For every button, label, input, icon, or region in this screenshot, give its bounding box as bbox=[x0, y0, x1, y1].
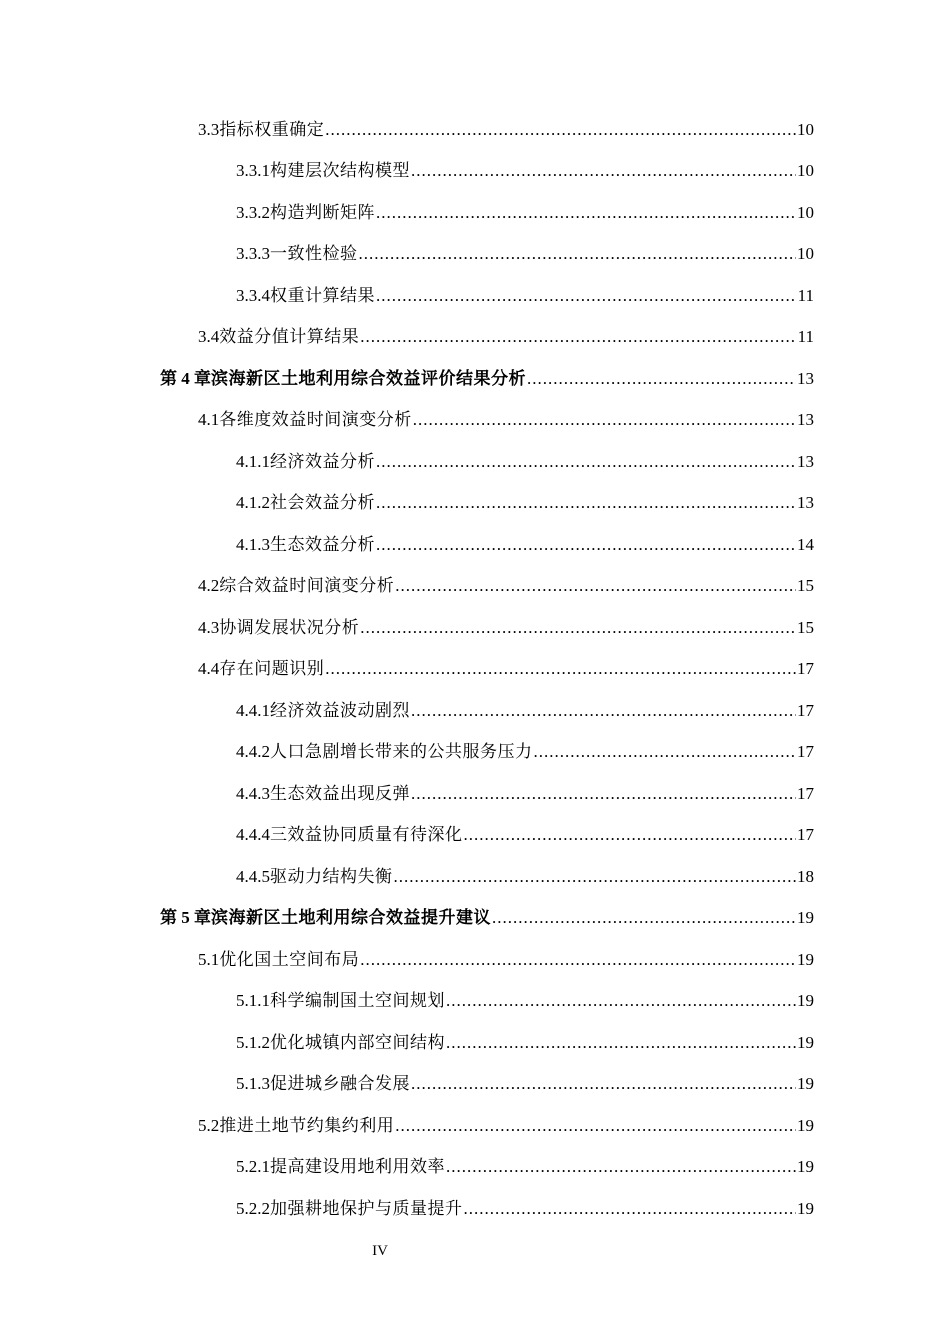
toc-entry-page: 15 bbox=[797, 617, 814, 637]
toc-entry-page: 17 bbox=[797, 783, 814, 803]
toc-entry-page: 10 bbox=[797, 244, 814, 264]
toc-entry-title: 权重计算结果 bbox=[270, 285, 375, 305]
toc-entry-number: 4.1 bbox=[198, 410, 220, 430]
toc-entry-number: 5.1.2 bbox=[236, 1032, 270, 1052]
toc-entry-title: 综合效益时间演变分析 bbox=[219, 576, 395, 596]
toc-entry[interactable] bbox=[0, 607, 950, 649]
toc-entry-title: 存在问题识别 bbox=[219, 659, 325, 679]
toc-entry-title: 各维度效益时间演变分析 bbox=[219, 410, 412, 430]
toc-entry[interactable] bbox=[0, 815, 950, 857]
toc-entry[interactable] bbox=[0, 649, 950, 691]
toc-entry-title: 推进土地节约集约利用 bbox=[219, 1115, 395, 1135]
dot-leader bbox=[411, 784, 796, 804]
toc-entry[interactable] bbox=[0, 275, 950, 317]
toc-entry-page: 19 bbox=[797, 1115, 814, 1135]
toc-entry-title: 社会效益分析 bbox=[270, 493, 375, 513]
toc-entry-page: 19 bbox=[797, 1074, 814, 1094]
toc-entry-page: 13 bbox=[797, 368, 814, 388]
toc-entry[interactable] bbox=[0, 317, 950, 359]
toc-entry-page: 13 bbox=[797, 493, 814, 513]
toc-entry-number: 第 5 章 bbox=[160, 908, 211, 928]
toc-entry-title: 构造判断矩阵 bbox=[270, 202, 375, 222]
dot-leader bbox=[492, 908, 796, 928]
toc-entry-page: 17 bbox=[797, 700, 814, 720]
toc-entry-title: 促进城乡融合发展 bbox=[270, 1074, 410, 1094]
toc-entry-title: 加强耕地保护与质量提升 bbox=[270, 1198, 463, 1218]
toc-entry-number: 4.4.2 bbox=[236, 742, 270, 762]
toc-entry[interactable] bbox=[0, 856, 950, 898]
toc-entry-title: 经济效益分析 bbox=[270, 451, 375, 471]
dot-leader bbox=[325, 120, 796, 140]
toc-entry-number: 4.4.1 bbox=[236, 700, 270, 720]
toc-entry-number: 3.3 bbox=[198, 119, 220, 139]
toc-entry-page: 13 bbox=[797, 451, 814, 471]
toc-entry-title: 人口急剧增长带来的公共服务压力 bbox=[270, 742, 533, 762]
toc-entry-page: 19 bbox=[797, 949, 814, 969]
toc-entry-number: 第 4 章 bbox=[160, 368, 211, 388]
toc-entry[interactable] bbox=[0, 1105, 950, 1147]
toc-entry-number: 4.4.4 bbox=[236, 825, 270, 845]
toc-entry-number: 4.1.3 bbox=[236, 534, 270, 554]
toc-entry[interactable] bbox=[0, 939, 950, 981]
toc-entry-number: 5.2 bbox=[198, 1115, 220, 1135]
dot-leader bbox=[464, 1199, 797, 1219]
toc-entry-number: 3.3.4 bbox=[236, 285, 270, 305]
toc-entry-page: 10 bbox=[797, 161, 814, 181]
toc-entry-page: 19 bbox=[797, 991, 814, 1011]
toc-entry-title: 三效益协同质量有待深化 bbox=[270, 825, 463, 845]
dot-leader bbox=[376, 452, 796, 472]
toc-entry[interactable] bbox=[0, 483, 950, 525]
dot-leader bbox=[446, 1033, 796, 1053]
toc-entry-page: 15 bbox=[797, 576, 814, 596]
dot-leader bbox=[360, 327, 796, 347]
toc-entry-page: 19 bbox=[797, 1032, 814, 1052]
toc-entry-title: 科学编制国土空间规划 bbox=[270, 991, 445, 1011]
toc-entry-title: 指标权重确定 bbox=[219, 119, 325, 139]
dot-leader bbox=[527, 369, 796, 389]
toc-entry-page: 10 bbox=[797, 202, 814, 222]
dot-leader bbox=[394, 867, 797, 887]
toc-entry[interactable] bbox=[0, 732, 950, 774]
toc-entry-number: 4.4.5 bbox=[236, 866, 270, 886]
toc-entry-page: 11 bbox=[797, 327, 814, 347]
toc-entry-page: 17 bbox=[797, 659, 814, 679]
toc-entry-number: 4.1.2 bbox=[236, 493, 270, 513]
toc-entry-number: 4.3 bbox=[198, 617, 220, 637]
toc-entry[interactable] bbox=[0, 981, 950, 1023]
dot-leader bbox=[446, 991, 796, 1011]
toc-entry[interactable] bbox=[0, 566, 950, 608]
toc-entry-number: 3.3.2 bbox=[236, 202, 270, 222]
dot-leader bbox=[395, 1116, 796, 1136]
dot-leader bbox=[413, 410, 796, 430]
dot-leader bbox=[411, 1074, 796, 1094]
toc-entry-page: 19 bbox=[797, 908, 814, 928]
toc-entry[interactable] bbox=[0, 773, 950, 815]
toc-entry-number: 4.4.3 bbox=[236, 783, 270, 803]
dot-leader bbox=[376, 493, 796, 513]
toc-entry-title: 滨海新区土地利用综合效益提升建议 bbox=[211, 908, 491, 928]
toc-entry-number: 5.1.3 bbox=[236, 1074, 270, 1094]
toc-entry-title: 生态效益出现反弹 bbox=[270, 783, 410, 803]
dot-leader bbox=[411, 161, 796, 181]
dot-leader bbox=[534, 742, 797, 762]
toc-entry[interactable] bbox=[0, 1147, 950, 1189]
dot-leader bbox=[376, 286, 797, 306]
toc-entry-number: 4.2 bbox=[198, 576, 220, 596]
toc-entry[interactable] bbox=[0, 1064, 950, 1106]
toc-entry-page: 19 bbox=[797, 1198, 814, 1218]
toc-entry-number: 4.1.1 bbox=[236, 451, 270, 471]
toc-entry-title: 经济效益波动剧烈 bbox=[270, 700, 410, 720]
toc-entry[interactable] bbox=[0, 234, 950, 276]
toc-entry-number: 3.3.1 bbox=[236, 161, 270, 181]
toc-entry[interactable] bbox=[0, 441, 950, 483]
toc-entry-number: 5.1.1 bbox=[236, 991, 270, 1011]
toc-entry[interactable] bbox=[0, 898, 950, 940]
table-of-contents bbox=[0, 109, 950, 1230]
toc-entry[interactable] bbox=[0, 1188, 950, 1230]
dot-leader bbox=[376, 203, 796, 223]
dot-leader bbox=[446, 1157, 796, 1177]
toc-entry-title: 优化城镇内部空间结构 bbox=[270, 1032, 445, 1052]
toc-entry-title: 滨海新区土地利用综合效益评价结果分析 bbox=[211, 368, 526, 388]
page-number: IV bbox=[372, 1243, 388, 1259]
toc-entry-page: 18 bbox=[797, 866, 814, 886]
dot-leader bbox=[411, 701, 796, 721]
toc-entry-page: 17 bbox=[797, 742, 814, 762]
toc-entry-page: 19 bbox=[797, 1157, 814, 1177]
toc-entry-page: 10 bbox=[797, 119, 814, 139]
dot-leader bbox=[360, 950, 796, 970]
toc-entry-number: 4.4 bbox=[198, 659, 220, 679]
toc-entry[interactable] bbox=[0, 400, 950, 442]
toc-entry-title: 构建层次结构模型 bbox=[270, 161, 410, 181]
toc-entry-title: 优化国土空间布局 bbox=[219, 949, 360, 969]
toc-entry-title: 一致性检验 bbox=[270, 244, 358, 264]
toc-entry-page: 14 bbox=[797, 534, 814, 554]
toc-entry[interactable] bbox=[0, 358, 950, 400]
toc-entry[interactable] bbox=[0, 192, 950, 234]
toc-entry-title: 驱动力结构失衡 bbox=[270, 866, 393, 886]
toc-entry[interactable] bbox=[0, 1022, 950, 1064]
toc-entry-number: 5.1 bbox=[198, 949, 220, 969]
toc-entry-page: 13 bbox=[797, 410, 814, 430]
toc-entry-number: 5.2.2 bbox=[236, 1198, 270, 1218]
toc-entry[interactable] bbox=[0, 524, 950, 566]
toc-entry-number: 3.4 bbox=[198, 327, 220, 347]
dot-leader bbox=[360, 618, 796, 638]
toc-entry-title: 生态效益分析 bbox=[270, 534, 375, 554]
toc-entry-title: 提高建设用地利用效率 bbox=[270, 1157, 445, 1177]
dot-leader bbox=[325, 659, 796, 679]
toc-entry[interactable] bbox=[0, 690, 950, 732]
dot-leader bbox=[359, 244, 797, 264]
toc-entry[interactable] bbox=[0, 151, 950, 193]
toc-entry-title: 效益分值计算结果 bbox=[219, 327, 360, 347]
toc-entry-number: 5.2.1 bbox=[236, 1157, 270, 1177]
toc-entry-number: 3.3.3 bbox=[236, 244, 270, 264]
dot-leader bbox=[464, 825, 797, 845]
dot-leader bbox=[395, 576, 796, 596]
toc-entry-page: 11 bbox=[797, 285, 814, 305]
toc-entry[interactable] bbox=[0, 109, 950, 151]
dot-leader bbox=[376, 535, 796, 555]
toc-entry-page: 17 bbox=[797, 825, 814, 845]
toc-entry-title: 协调发展状况分析 bbox=[219, 617, 360, 637]
